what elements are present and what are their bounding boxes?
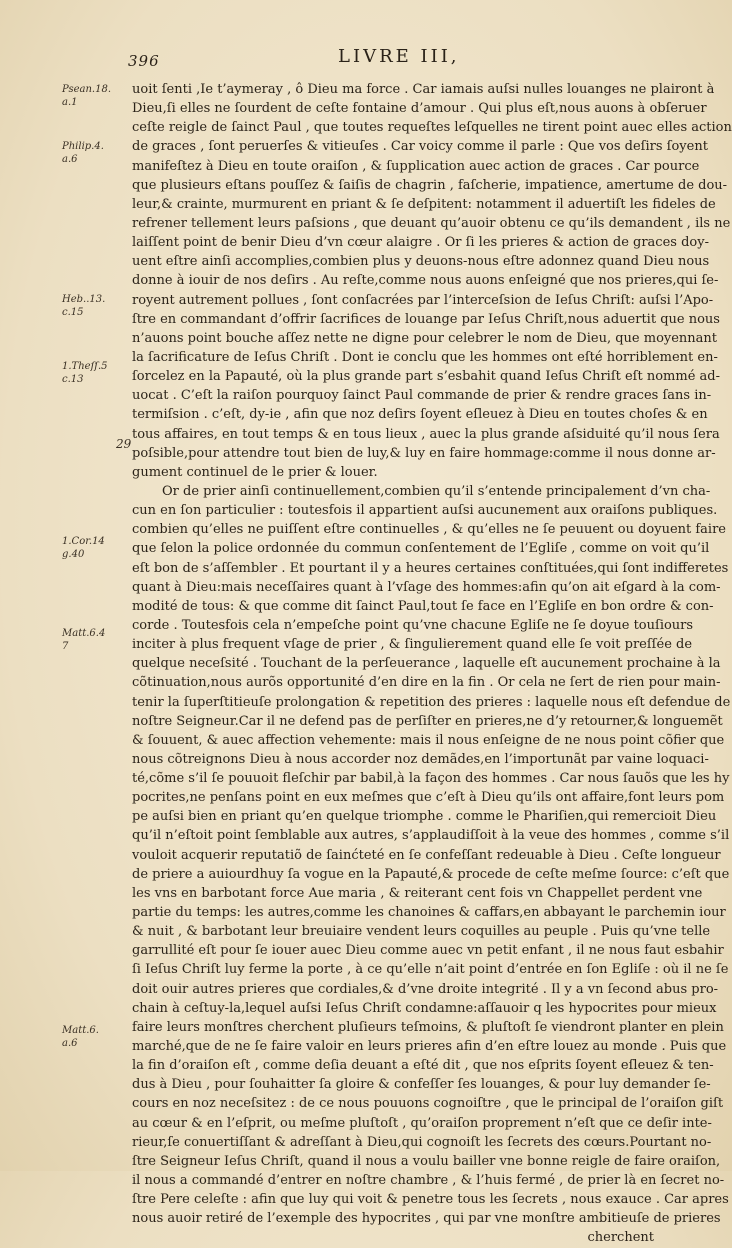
text-line: gument continuel de le prier & louer. — [132, 464, 378, 480]
text-line: refrener tellement leurs paſsions , que deuant qu’auoir obtenu ce qu’ils demandent , ils ne — [132, 215, 731, 231]
text-line: pe auſsi bien en priant qu’en quelque triomphe . comme le Phariſien,qui remercioit Dieu — [132, 809, 717, 825]
text-line: manifeſtez à Dieu en toute oraiſon , & ſupplication auec action de graces . Car pource — [132, 158, 700, 174]
text-line: de graces , ſont peruerſes & vitieuſes . Car voicy comme il parle : Que vos deſirs ſoyent — [132, 139, 708, 155]
text-line: ſtre Pere celeſte : afin que luy qui voit & penetre tous les ſecrets , nous exauce . Car apres — [132, 1192, 729, 1208]
text-line: la fin d’oraiſon eſt , comme deſia deuant a eſté dit , que nos eſprits ſoyent eſleuez & ten- — [132, 1058, 714, 1074]
text-line: cõtinuation,nous aurõs opportunité d’en dire en la fin . Or cela ne ſert de rien pour main- — [132, 675, 721, 691]
body-text — [132, 80, 732, 1248]
text-line: n’auons point bouche aſſez nette ne digne pour celebrer le nom de Dieu, que moyennant — [132, 330, 718, 346]
margin-note: Heb..13. c.15 — [62, 294, 106, 318]
text-line: tous affaires, en tout temps & en tous lieux , auec la plus grande aſsiduité qu’il nous ſera — [132, 426, 720, 442]
text-line: cun en ſon particulier : toutesfois il appartient auſsi aucunement aux oraiſons publiques. — [132, 503, 718, 519]
text-line: eſt bon de s’aſſembler . Et pourtant il y a heures certaines conſtituées,qui ſont indifferetes — [132, 560, 729, 576]
text-line: ſtre Seigneur Ieſus Chriſt, quand il nous a voulu bailler vne bonne reigle de faire oraiſon, — [132, 1153, 721, 1169]
text-line: & nuit , & barbotant leur breuiaire vendent leurs coquilles au peuple . Puis qu’vne telle — [132, 924, 711, 940]
text-line: leur,& crainte, murmurent en priant & ſe deſpitent: notamment il aduertiſt les fideles de — [132, 196, 716, 212]
margin-note: Matt.6. a.6 — [62, 1025, 99, 1049]
text-line: royent autrement pollues , ſont conſacrées par l’interceſsion de Ieſus Chriſt: auſsi l’Apo- — [132, 292, 714, 308]
margin-notes — [0, 0, 120, 1171]
running-title: LIVRE III, — [338, 46, 460, 67]
text-line: marché,que de ne ſe faire valoir en leurs prieres afin d’en eſtre louez au monde . Puis que — [132, 1039, 727, 1055]
margin-note: Philip.4. a.6 — [62, 141, 104, 165]
text-line: partie du temps: les autres,comme les chanoines & caffars,en abbayant le parchemin iour — [132, 905, 726, 921]
text-line: faire leurs monſtres cherchent pluſieurs teſmoins, & pluſtoſt ſe viendront planter en plein — [132, 1019, 724, 1035]
text-line: tenir la ſuperſtitieuſe prolongation & repetition des prieres : laquelle nous eſt defendue de — [132, 694, 731, 710]
text-line: nous auoir retiré de l’exemple des hypocrites , qui par vne monſtre ambitieuſe de prieres — [132, 1211, 721, 1227]
text-line: modité de tous: & que comme dit ſainct Paul,tout ſe face en l’Egliſe en bon ordre & con- — [132, 598, 714, 614]
margin-note: Matt.6.4 7 — [62, 628, 106, 652]
text-line: garrullité eſt pour ſe iouer auec Dieu comme auec vn petit enfant , il ne nous faut esbahir — [132, 943, 724, 959]
margin-note: 1.Theſſ.5 c.13 — [62, 361, 108, 385]
text-line: ceſte reigle de ſainct Paul , que toutes requeſtes leſquelles ne tirent point auec elles action — [132, 120, 732, 136]
text-line: uent eſtre ainſi accomplies,combien plus y deuons-nous eſtre adonnez quand Dieu nous — [132, 254, 710, 270]
text-line: combien qu’elles ne puiſſent eſtre continuelles , & qu’elles ne ſe peuuent ou doyuent faire — [132, 522, 726, 538]
text-line: nous cõtreignons Dieu à nous accorder noz demãdes,en l’importunãt par vaine loquaci- — [132, 751, 709, 767]
text-line: vouloit acquerir reputatiõ de ſainćteté en ſe confeſſant redeuable à Dieu . Ceſte longueur — [132, 847, 721, 863]
text-line: que plusieurs eſtans pouſſez & ſaiſis de chagrin , faſcherie, impatience, amertume de dou- — [132, 177, 728, 193]
page-number: 396 — [128, 52, 160, 70]
margin-note: 1.Cor.14 g.40 — [62, 536, 105, 560]
text-line: ſorcelez en la Papauté, où la plus grande part s’esbahit quand Ieſus Chriſt eſt nommé ad- — [132, 369, 720, 385]
text-line: ſi Ieſus Chriſt luy ferme la porte , à ce qu’elle n’ait point d’entrée en ſon Egliſe : où il ne ſe — [132, 962, 729, 978]
text-line: inciter à plus frequent vſage de prier , & ſingulierement quand elle ſe voit preſſée de — [132, 637, 693, 653]
text-line: quelque neceſsité . Touchant de la perſeuerance , laquelle eſt aucunement prochaine à la — [132, 656, 721, 672]
text-line: rieur,ſe conuertiſſant & adreſſant à Dieu,qui cognoiſt les ſecrets des cœurs.Pourtant no- — [132, 1134, 712, 1150]
text-line: dus à Dieu , pour ſouhaitter ſa gloire & confeſſer ſes louanges, & pour luy demander ſe- — [132, 1077, 711, 1093]
text-line: il nous a commandé d’entrer en noſtre chambre , & l’huis fermé , de prier là en ſecret no- — [132, 1173, 725, 1189]
margin-note: Psean.18. a.1 — [62, 84, 111, 108]
text-line: pocrites,ne penſans point en eux meſmes que c’eſt à Dieu qu’ils ont affaire,font leurs pom — [132, 790, 725, 806]
text-line: au cœur & en l’eſprit, ou meſme pluſtoſt , qu’oraiſon proprement n’eſt que ce deſir inte- — [132, 1115, 712, 1131]
text-line: donne à iouir de nos deſirs . Au reſte,comme nous auons enſeigné que nos prieres,qui ſe- — [132, 273, 719, 289]
text-line: ſtre en commandant d’offrir ſacrifices de louange par Ieſus Chriſt,nous aduertit que nous — [132, 311, 720, 327]
text-line: Or de prier ainſi continuellement,combien qu’il s’entende principalement d’vn cha- — [162, 483, 711, 499]
text-line: cours en noz neceſsitez : de ce nous pouuons cognoiſtre , que le principal de l’oraiſon giſt — [132, 1096, 724, 1112]
text-line: la ſacrificature de Ieſus Chriſt . Dont ie conclu que les hommes ont eſté horriblement en- — [132, 349, 718, 365]
text-line: poſsible,pour attendre tout bien de luy,& luy en faire hommage:comme il nous donne ar- — [132, 445, 716, 461]
catchword: cherchent — [587, 1230, 654, 1246]
text-line: & ſouuent, & auec affection vehemente: mais il nous enſeigne de ne nous point cõfier que — [132, 732, 725, 748]
text-line: corde . Toutesfois cela n’empeſche point qu’vne chacune Egliſe ne ſe doyue touſiours — [132, 617, 694, 633]
text-line: que ſelon la police ordonnée du commun conſentement de l’Egliſe , comme on voit qu’il — [132, 541, 710, 557]
text-line: qu’il n’eſtoit point ſemblable aux autres, s’applaudiſſoit à la veue des hommes , comme s’il — [132, 828, 730, 844]
text-line: de priere a auiourdhuy ſa vogue en la Papauté,& procede de ceſte meſme ſource: c’eſt que — [132, 866, 730, 882]
text-line: laiſſent point de benir Dieu d’vn cœur alaigre . Or ſi les prieres & action de graces doy- — [132, 235, 709, 251]
text-line: les vns en barbotant force Aue maria , & reiterant cent fois vn Chappellet perdent vne — [132, 885, 703, 901]
text-line: uoit ſenti ,Ie t’aymeray , ô Dieu ma force . Car iamais auſsi nulles louanges ne plairont à — [132, 82, 715, 97]
text-line: quant à Dieu:mais neceſſaires quant à l’vſage des hommes:afin qu’on ait eſgard à la com- — [132, 579, 721, 595]
text-line: uocat . C’eſt la raiſon pourquoy ſainct Paul commande de prier & rendre graces ſans in- — [132, 388, 712, 404]
text-line: Dieu,ſi elles ne ſourdent de ceſte fontaine d’amour . Qui plus eſt,nous auons à obſeruer — [132, 101, 707, 117]
text-line: té,cõme s’il ſe pouuoit fleſchir par babil,à la façon des hommes . Car nous ſauõs que les hy — [132, 771, 730, 787]
text-line: chain à ceſtuy-la,lequel auſsi Ieſus Chriſt condamne:aſſauoir q les hypocrites pour mieux — [132, 1000, 717, 1016]
section-number: 29 — [116, 437, 132, 451]
text-line: termiſsion . c’eſt, dy-ie , afin que noz deſirs ſoyent eſleuez à Dieu en toutes choſes & en — [132, 407, 708, 423]
text-line: doit ouir autres prieres que cordiales,& d’vne droite integrité . Il y a vn ſecond abus pro- — [132, 981, 719, 997]
text-line: noſtre Seigneur.Car il ne defend pas de perſiſter en prieres,ne d’y retourner,& longuemẽt — [132, 713, 723, 729]
